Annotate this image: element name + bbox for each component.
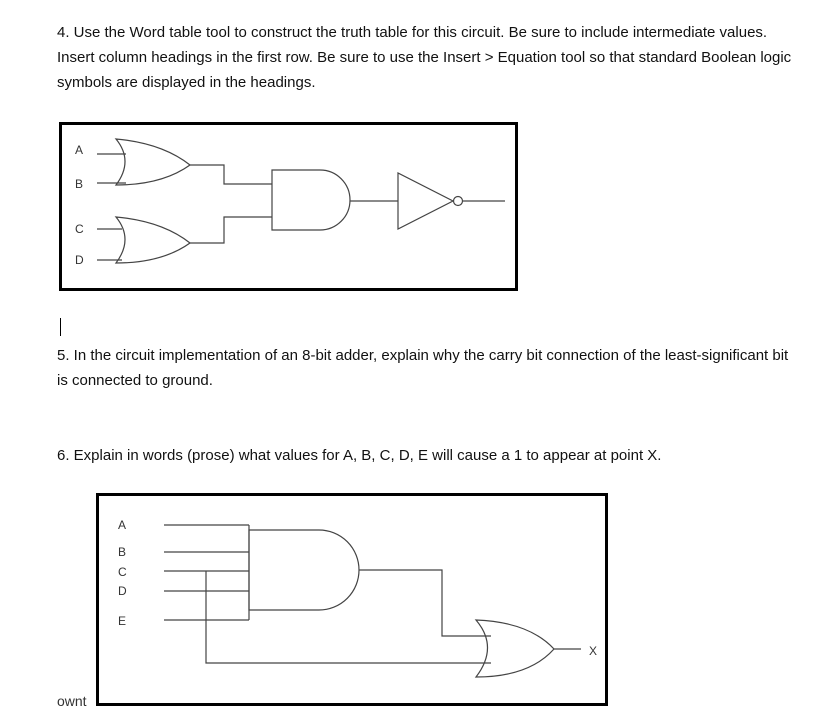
not-bubble <box>454 197 463 206</box>
input-label-d: D <box>75 253 84 267</box>
text-cursor <box>60 318 61 336</box>
input-label-b: B <box>118 545 127 559</box>
and-gate-1 <box>272 170 350 230</box>
input-label-c: C <box>75 222 84 236</box>
question-6-text: 6. Explain in words (prose) what values for A, B, C, D, E will cause a 1 to appear at point X. <box>57 447 662 464</box>
input-label-c: C <box>118 565 127 579</box>
wire-or1-and <box>190 165 272 184</box>
and-gate-2 <box>249 530 359 610</box>
circuit-diagram-2 <box>96 493 608 706</box>
input-label-e: E <box>118 614 127 628</box>
input-label-a: A <box>118 518 127 532</box>
circuit-1-svg <box>62 125 515 288</box>
circuit-diagram-1 <box>59 122 518 291</box>
input-label-a: A <box>75 143 84 157</box>
not-gate <box>398 173 453 229</box>
or-gate-3 <box>476 620 554 677</box>
input-label-d: D <box>118 584 127 598</box>
or-gate-1 <box>116 139 190 185</box>
question-5-text: 5. In the circuit implementation of an 8-bit adder, explain why the carry bit connection of the least-significant bit is connected to ground. <box>57 347 789 389</box>
stray-text: ownt <box>57 693 87 709</box>
wire-and-or <box>359 570 491 636</box>
question-4-text: 4. Use the Word table tool to construct the truth table for this circuit. Be sure to include intermediate values. Insert column headings in the first row. Be sure to use the Insert > Equation tool so that standard Boolean logic symbols are displayed in the headings. <box>57 24 792 91</box>
output-label-x: X <box>589 644 598 658</box>
circuit-2-svg <box>99 496 605 703</box>
or-gate-2 <box>116 217 190 263</box>
input-label-b: B <box>75 177 84 191</box>
wire-or2-and <box>190 217 272 243</box>
